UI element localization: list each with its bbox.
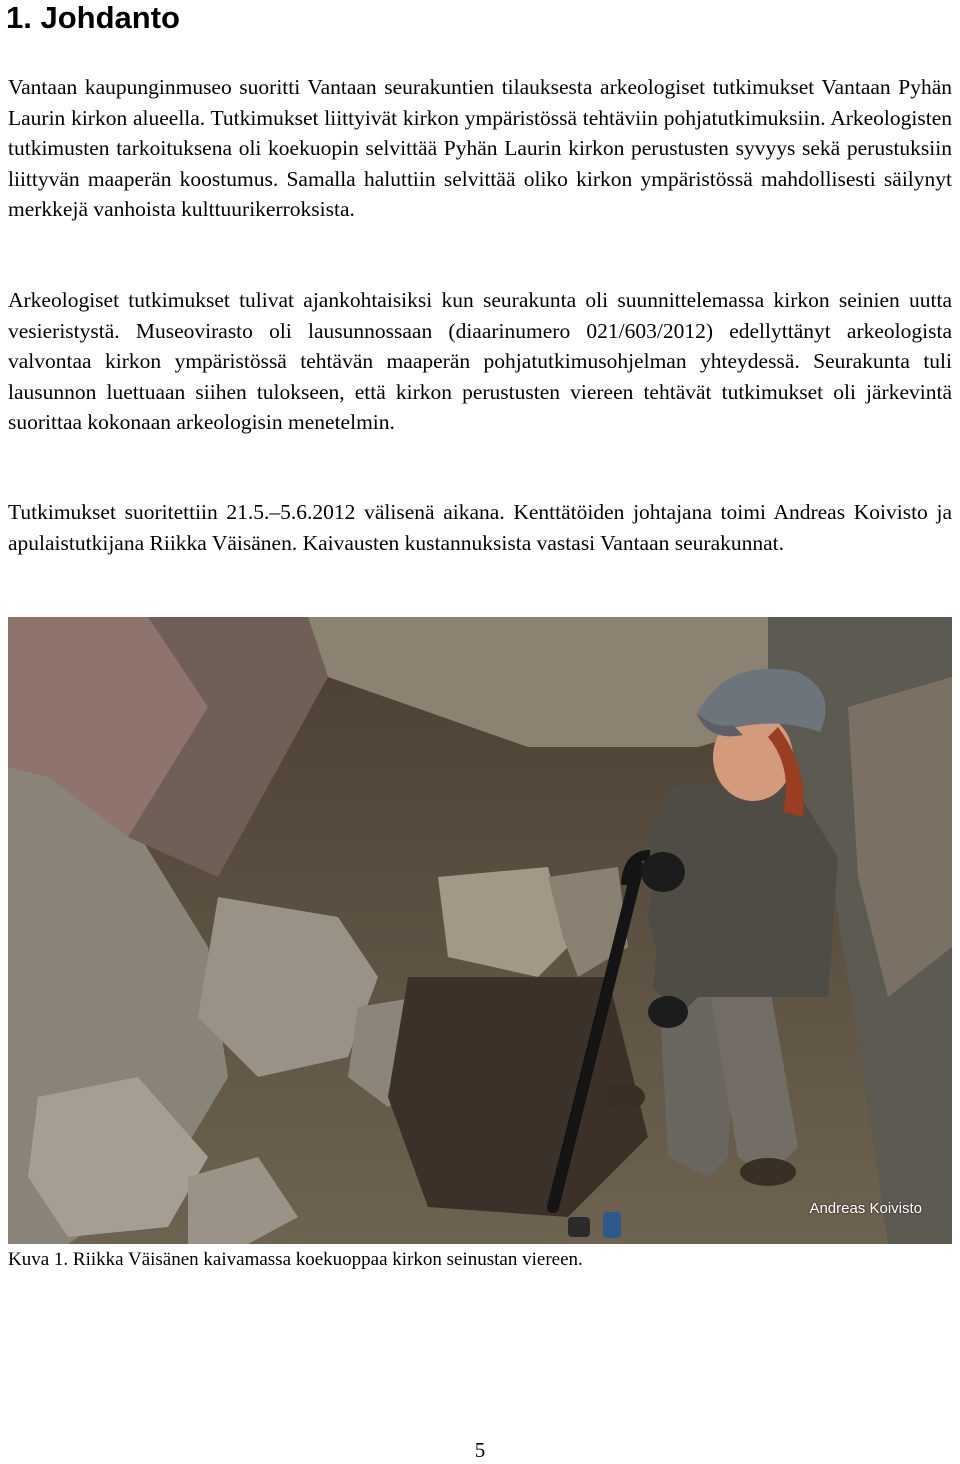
section-heading: 1. Johdanto <box>6 0 180 35</box>
paragraph-schedule: Tutkimukset suoritettiin 21.5.–5.6.2012 välisenä aikana. Kenttätöiden johtajana toimi Andreas Koivisto ja apulaistutkijana Riikka Väisänen. Kaivausten kustannuksista vastasi Vantaan seurakunnat. <box>8 500 952 555</box>
excavation-photo-illustration <box>8 617 952 1244</box>
figure-caption: Kuva 1. Riikka Väisänen kaivamassa koekuoppaa kirkon seinustan viereen. <box>8 1249 583 1270</box>
page-number: 5 <box>474 1438 486 1462</box>
paragraph-background: Arkeologiset tutkimukset tulivat ajankohtaisiksi kun seurakunta oli suunnittelemassa kirkon seinien uutta vesieristystä. Museovirasto oli lausunnossaan (diaarinumero 021/603/2012) edellyttänyt arkeologista valvontaa kirkon ympäristössä tehtävän maaperän pohjatutkimusohjelman yhteydessä. Seurakunta tuli lausunnon luettuaan siihen tulokseen, että kirkon perustusten viereen tehtävät tutkimukset oli järkevintä suorittaa kokonaan arkeologisin menetelmin. <box>8 288 952 434</box>
photo-credit: Andreas Koivisto <box>809 1200 922 1217</box>
excavation-photo <box>8 617 952 1244</box>
paragraph-intro: Vantaan kaupunginmuseo suoritti Vantaan seurakuntien tilauksesta arkeologiset tutkimukset Vantaan Pyhän Laurin kirkon alueella. Tutkimukset liittyivät kirkon ympäristössä tehtäviin pohjatutkimuksiin. Arkeologisten tutkimusten tarkoituksena oli koekuopin selvittää Pyhän Laurin kirkon perustusten syvyys sekä perustuksiin liittyvän maaperän koostumus. Samalla haluttiin selvittää oliko kirkon ympäristössä mahdollisesti säilynyt merkkejä vanhoista kulttuurikerroksista. <box>8 75 952 221</box>
